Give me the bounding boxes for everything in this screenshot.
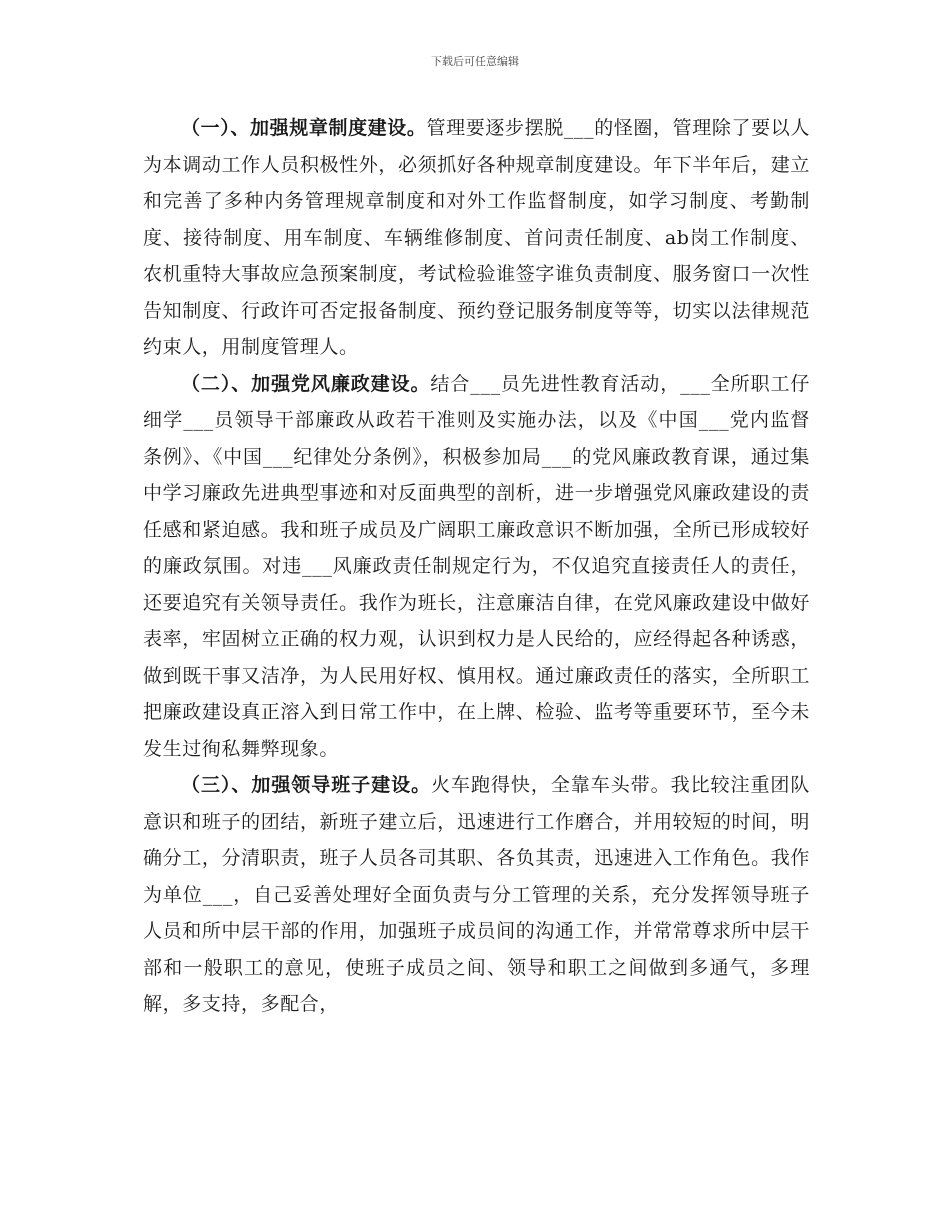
section-2-heading: （二）、加强党风廉政建设。	[181, 372, 431, 395]
section-3-paragraph	[143, 767, 810, 1023]
page-header-note: 下载后可任意编辑	[431, 55, 519, 68]
document-body	[143, 110, 810, 1023]
section-1-heading: （一）、加强规章制度建设。	[181, 117, 427, 139]
section-1-paragraph	[143, 110, 810, 366]
section-2-body: 结合___员先进性教育活动，___全所职工仔细学___员领导干部廉政从政若干准则及实施办法，以及《中国___党内监督条例》、《中国___纪律处分条例》，积极参加局___的党风廉政教育课，通过集中学习廉政先进典型事迹和对反面典型的剖析，进一步增强党风廉政建设的责任感和紧迫感。我和班子成员及广阔职工廉政意识不断加强，全所已形成较好的廉政氛围。对违___风廉政责任制规定行为，不仅追究直接责任人的责任，还要追究有关领导责任。我作为班长，注意廉洁自律，在党风廉政建设中做好表率，牢固树立正确的权力观，认识到权力是人民给的，应经得起各种诱惑，做到既干事又洁净，为人民用好权、慎用权。通过廉政责任的落实，全所职工把廉政建设真正溶入到日常工作中，在上牌、检验、监考等重要环节，至今未发生过徇私舞弊现象。	[143, 372, 810, 760]
section-1-body: 管理要逐步摆脱___的怪圈，管理除了要以人为本调动工作人员积极性外，必须抓好各种规章制度建设。年下半年后，建立和完善了多种内务管理规章制度和对外工作监督制度，如学习制度、考勤制度、接待制度、用车制度、车辆维修制度、首问责任制度、ab岗工作制度、农机重特大事故应急预案制度，考试检验谁签字谁负责制度、服务窗口一次性告知制度、行政许可否定报备制度、预约登记服务制度等等，切实以法律规范约束人，用制度管理人。	[143, 117, 810, 358]
section-3-body: 火车跑得快，全靠车头带。我比较注重团队意识和班子的团结，新班子建立后，迅速进行工作磨合，并用较短的时间，明确分工，分清职责，班子人员各司其职、各负其责，迅速进入工作角色。我作为单位___，自己妥善处理好全面负责与分工管理的关系，充分发挥领导班子人员和所中层干部的作用，加强班子成员间的沟通工作，并常常尊求所中层干部和一般职工的意见，使班子成员之间、领导和职工之间做到多通气，多理解，多支持，多配合，	[143, 774, 810, 1015]
section-2-paragraph	[143, 366, 810, 768]
section-3-heading: （三）、加强领导班子建设。	[181, 774, 432, 796]
